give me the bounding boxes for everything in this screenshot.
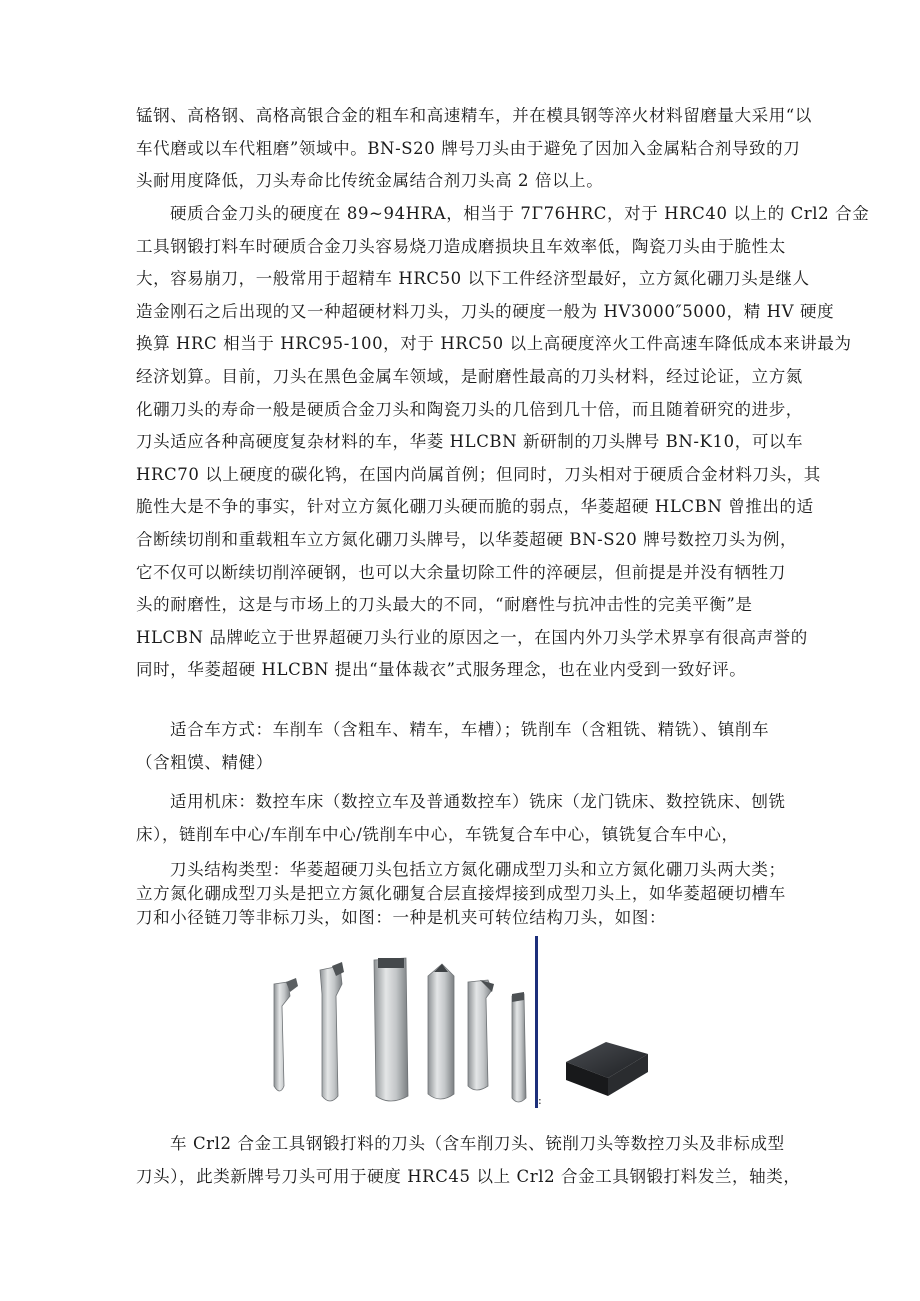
- text-line: 换算 HRC 相当于 HRC95-100，对于 HRC50 以上高硬度淬火工件高速车降低成本来讲最为: [136, 334, 852, 354]
- paragraph-6: [136, 1128, 801, 1193]
- text-line: HRC70 以上硬度的碳化鸨，在国内尚属首例；但同时，刀头相对于硬质合金材料刀头，其: [136, 464, 821, 484]
- text-line: 适合车方式：车削车（含粗车、精车，车槽）；铣削车（含粗铣、精铣）、镇削车: [170, 720, 770, 739]
- grooving-tool: [374, 958, 408, 1101]
- text-line: 合断续切削和重载粗车立方氮化硼刀头牌号，以华菱超硬 BN-S20 牌号数控刀头为例，: [136, 529, 798, 549]
- text-line: 头耐用度降低，刀头寿命比传统金属结合剂刀头高 2 倍以上。: [136, 171, 604, 191]
- cutting-tools-figure: [262, 936, 662, 1108]
- text-line: 床），链削车中心/车削车中心/铣削车中心，车铣复合车中心，镇铣复合车中心，: [136, 824, 739, 844]
- text-line: HLCBN 品牌屹立于世界超硬刀头行业的原因之一，在国内外刀头学术界享有很高声誉的: [136, 627, 808, 647]
- text-line: 工具钢锻打料车时硬质合金刀头容易烧刀造成磨损块且车效率低，陶瓷刀头由于脆性太: [136, 236, 786, 256]
- paragraph-5: [136, 858, 796, 930]
- text-line: 化硼刀头的寿命一般是硬质合金刀头和陶瓷刀头的几倍到几十倍，而且随着研究的进步，: [136, 399, 803, 419]
- text-line: 车代磨或以车代粗磨”领域中。BN-S20 牌号刀头由于避免了因加入金属粘合剂导致的刀: [136, 138, 801, 158]
- paragraph-3: [136, 714, 796, 779]
- text-line: 头的耐磨性，这是与市场上的刀头最大的不同，“耐磨性与抗冲击性的完美平衡”是: [136, 595, 753, 615]
- boring-tool-1: [274, 978, 298, 1091]
- text-line: 刀和小径链刀等非标刀头，如图：一种是机夹可转位结构刀头，如图：: [136, 908, 667, 927]
- text-line: 刀头），此类新牌号刀头可用于硬度 HRC45 以上 Crl2 合金工具钢锻打料发兰，轴类，: [136, 1166, 801, 1186]
- text-line: 刀头结构类型：华菱超硬刀头包括立方氮化硼成型刀头和立方氮化硼刀头两大类；: [170, 860, 786, 879]
- text-line: （含粗馍、精健）: [136, 752, 273, 772]
- text-line: 刀头适应各种高硬度复杂材料的车，华菱 HLCBN 新研制的刀头牌号 BN-K10，可以车: [136, 432, 804, 452]
- tools-illustration: [262, 936, 662, 1108]
- text-line: 经济划算。目前，刀头在黑色金属车领域，是耐磨性最高的刀头材料，经过论证，立方氮: [136, 366, 803, 386]
- text-line: 它不仅可以断续切削淬硬钢，也可以大余量切除工件的淬硬层，但前提是并没有牺牲刀: [136, 562, 786, 582]
- boring-tool-2: [320, 962, 344, 1101]
- text-line: 同时，华菱超硬 HLCBN 提出“量体裁衣”式服务理念，也在业内受到一致好评。: [136, 660, 747, 680]
- text-line: 立方氮化硼成型刀头是把立方氮化硼复合层直接焊接到成型刀头上，如华菱超硬切槽车: [136, 884, 786, 903]
- paragraph-2: [136, 198, 870, 687]
- text-line: 锰钢、高格钢、高格高银合金的粗车和高速精车，并在模具钢等淬火材料留磨量大采用“以: [136, 106, 812, 125]
- cbn-insert: [566, 1042, 648, 1096]
- turning-tool-small: [512, 992, 526, 1102]
- paragraph-4: [136, 786, 796, 851]
- turning-tool-angled: [468, 980, 494, 1090]
- text-line: 适用机床：数控车床（数控立车及普通数控车）铣床（龙门铣床、数控铣床、刨铣: [170, 792, 786, 811]
- figure-mark: :: [538, 1094, 542, 1107]
- paragraph-1: [136, 100, 812, 198]
- text-line: 车 Crl2 合金工具钢锻打料的刀头（含车削刀头、铳削刀头等数控刀头及非标成型: [170, 1134, 785, 1153]
- text-line: 大，容易崩刀，一般常用于超精车 HRC50 以下工件经济型最好，立方氮化硼刀头是继人: [136, 269, 810, 289]
- figure-divider: [535, 936, 538, 1108]
- text-line: 脆性大是不争的事实，针对立方氮化硼刀头硬而脆的弱点，华菱超硬 HLCBN 曾推出的适: [136, 497, 814, 517]
- text-line: 硬质合金刀头的硬度在 89~94HRA，相当于 7Γ76HRC，对于 HRC40 以上的 Crl2 合金: [170, 204, 870, 223]
- turning-tool-pointed: [428, 964, 454, 1099]
- text-line: 造金刚石之后出现的又一种超硬材料刀头，刀头的硬度一般为 HV3000″5000，精 HV 硬度: [136, 301, 835, 321]
